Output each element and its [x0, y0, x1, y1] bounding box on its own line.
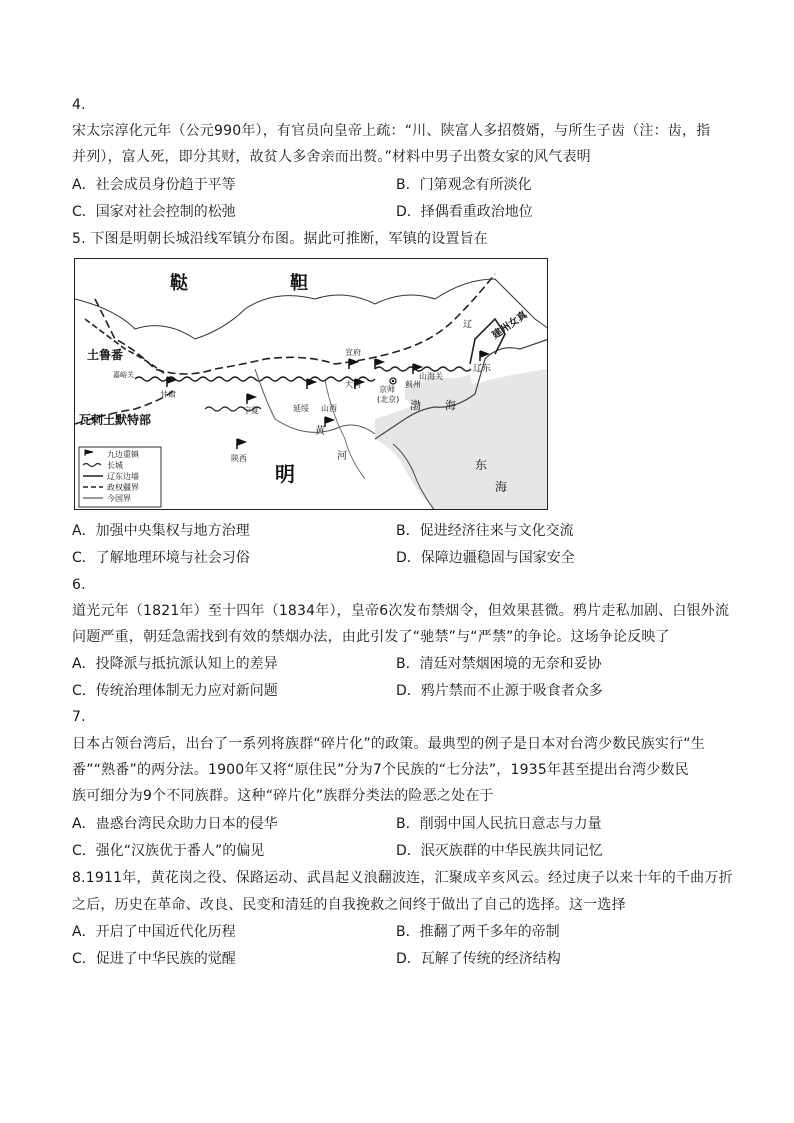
q4-option-a[interactable]: A．社会成员身份趋于平等 — [72, 177, 236, 193]
q5-option-b[interactable]: B．促进经济往来与文化交流 — [396, 523, 574, 539]
legend-wall: 长城 — [107, 461, 123, 470]
q6-number: 6. — [72, 577, 86, 593]
label-tartar2: 靼 — [290, 273, 308, 294]
q7-stem-line1: 日本占领台湾后，出台了一系列将族群“碎片化”的政策。最典型的例子是日本对台湾少数民族实行“生 — [72, 736, 705, 752]
label-gansu: 甘肃 — [160, 390, 176, 399]
q4-option-d[interactable]: D．择偶看重政治地位 — [396, 204, 533, 220]
label-ningxia: 宁夏 — [243, 406, 259, 415]
label-oirat: 瓦剌土默特部 — [79, 413, 152, 427]
label-bohai2: 海 — [445, 399, 456, 412]
q4-option-b[interactable]: B．门第观念有所淡化 — [396, 177, 532, 193]
label-turfan: 土鲁番 — [87, 348, 124, 362]
q6-option-c[interactable]: C．传统治理体制无力应对新问题 — [72, 683, 278, 699]
q7-option-d[interactable]: D．泯灭族群的中华民族共同记忆 — [396, 843, 603, 859]
q7-stem-line3: 族可细分为9个不同族群。这种“碎片化”族群分类法的险恶之处在于 — [72, 788, 494, 804]
label-jingshi: 京师 — [379, 385, 395, 394]
q5-stem: 5. 下图是明朝长城沿线军镇分布图。据此可推断，军镇的设置旨在 — [72, 231, 489, 247]
label-hai: 海 — [495, 480, 508, 494]
legend-town: 九边重镇 — [107, 450, 139, 459]
label-yansui: 延绥 — [293, 404, 309, 413]
q7-stem-line2: 番”“熟番”的两分法。1900年又将“原住民”分为7个民族的“七分法”，1935年甚至提出台湾少数民 — [72, 762, 689, 778]
label-liao: 辽 — [463, 320, 473, 330]
q6-stem-line2: 问题严重，朝廷急需找到有效的禁烟办法，由此引发了“驰禁”与“严禁”的争论。这场争论反映了 — [72, 629, 670, 645]
label-beijing: (北京) — [377, 395, 400, 404]
q4-stem-line1: 宋太宗淳化元年（公元990年），有官员向皇帝上疏：“川、陕富人多招赘婿，与所生子齿（注：齿，指 — [72, 123, 711, 139]
q5-option-c[interactable]: C．了解地理环境与社会习俗 — [72, 550, 250, 566]
legend-admin: 政权疆界 — [107, 483, 139, 492]
label-bohai1: 渤 — [410, 399, 421, 412]
label-jianzhou: 建州女真 — [490, 309, 530, 342]
q5-option-a[interactable]: A．加强中央集权与地方治理 — [72, 523, 250, 539]
q7-option-c[interactable]: C．强化“汉族优于番人”的偏见 — [72, 843, 265, 859]
q7-number: 7. — [72, 709, 86, 725]
q8-stem-line2: 之后，历史在革命、改良、民变和清廷的自我挽救之间终于做出了自己的选择。这一选择 — [72, 897, 626, 913]
map-graphic — [75, 259, 548, 510]
q8-option-a[interactable]: A．开启了中国近代化历程 — [72, 924, 236, 940]
legend-liaodong: 辽东边墙 — [107, 472, 139, 481]
label-liaodong: 辽东 — [473, 364, 492, 374]
q8-stem-line1: 8.1911年，黄花岗之役、保路运动、武昌起义浪翻波连，汇聚成辛亥风云。经过庚子以来十年的千曲万折 — [72, 870, 733, 886]
q6-stem-line1: 道光元年（1821年）至十四年（1834年），皇帝6次发布禁烟令，但效果甚微。鸦片走私加剧、白银外流 — [72, 603, 730, 619]
q7-option-b[interactable]: B．削弱中国人民抗日意志与力量 — [396, 816, 602, 832]
q8-option-c[interactable]: C．促进了中华民族的觉醒 — [72, 951, 236, 967]
q8-option-b[interactable]: B．推翻了两千多年的帝制 — [396, 924, 560, 940]
q4-option-c[interactable]: C．国家对社会控制的松弛 — [72, 204, 236, 220]
label-ming: 明 — [275, 462, 295, 486]
label-jizhou: 蓟州 — [405, 380, 421, 389]
label-tartar: 鞑 — [170, 273, 188, 294]
label-yellow: 黄 — [315, 426, 325, 437]
label-shaanxi: 陕西 — [231, 454, 247, 463]
label-he: 河 — [337, 451, 347, 462]
q8-option-d[interactable]: D．瓦解了传统的经济结构 — [396, 951, 561, 967]
label-jiayuguan: 嘉峪关 — [113, 371, 134, 379]
label-datong: 大同 — [345, 380, 361, 389]
label-xuanfu: 宣府 — [345, 348, 361, 357]
label-dong: 东 — [475, 458, 488, 472]
q6-option-d[interactable]: D．鸦片禁而不止源于吸食者众多 — [396, 683, 603, 699]
q4-number: 4. — [72, 97, 86, 113]
label-shanhaiguan: 山海关 — [419, 372, 443, 381]
ming-great-wall-map — [74, 258, 548, 510]
q6-option-a[interactable]: A．投降派与抵抗派认知上的差异 — [72, 656, 278, 672]
q7-option-a[interactable]: A．蛊惑台湾民众助力日本的侵华 — [72, 816, 278, 832]
q4-stem-line2: 并列），富人死，即分其财，故贫人多舍亲而出赘。”材料中男子出赘女家的风气表明 — [72, 149, 591, 165]
legend-now: 今国界 — [107, 494, 131, 503]
q6-option-b[interactable]: B．清廷对禁烟困境的无奈和妥协 — [396, 656, 602, 672]
q5-option-d[interactable]: D．保障边疆稳固与国家安全 — [396, 550, 575, 566]
label-shanxi: 山西 — [321, 404, 337, 413]
